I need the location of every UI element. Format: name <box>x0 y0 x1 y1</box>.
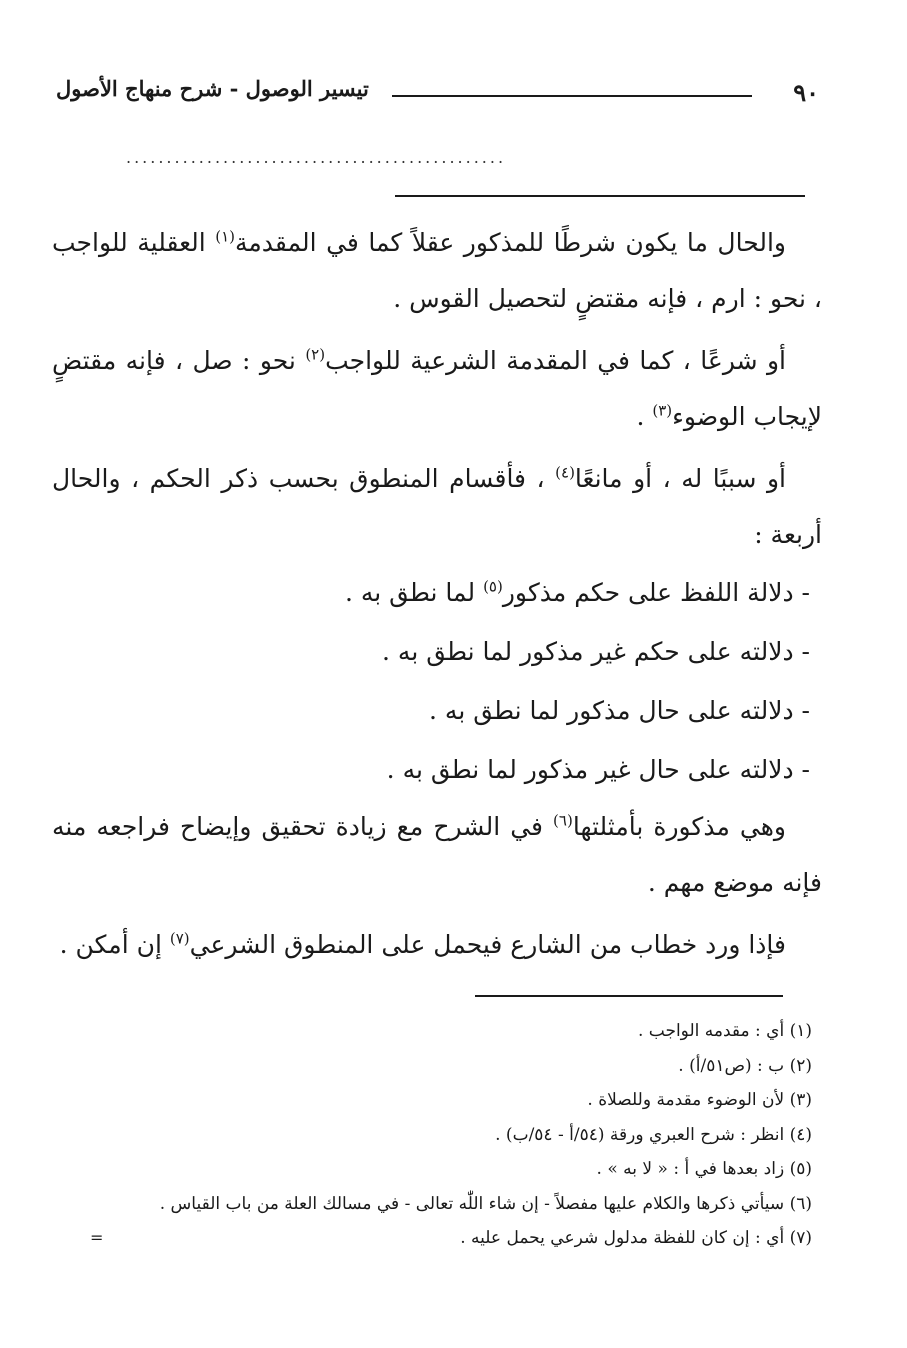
footnote: (٥) زاد بعدها في أ : « لا به » . <box>596 1159 812 1179</box>
footnote-ref: (١) <box>215 227 236 246</box>
footnote-ref: (٦) <box>553 811 573 830</box>
footnote-ref: (٧) <box>169 929 190 948</box>
footnotes <box>52 1014 812 1256</box>
footnote: (٢) ب : (ص٥١/أ) . <box>678 1055 812 1076</box>
paragraph-2: أو شرعًا ، كما في المقدمة الشرعية للواجب$^{(٢)}$ نحو : صل ، فإنه مقتضٍ لإيجاب الوضوء$^{(٣)}$ . <box>52 345 822 431</box>
continuation-mark: = <box>90 1228 104 1247</box>
list-item: - دلالة اللفظ على حكم مذكور$^{(٥)}$ لما نطق به . <box>344 577 810 607</box>
paragraph-4: وهي مذكورة بأمثلتها$^{(٦)}$ في الشرح مع زيادة تحقيق وإيضاح فراجعه منه فإنه موضع مهم . <box>52 811 822 897</box>
footnote: (٧) أي : إن كان للفظة مدلول شرعي يحمل عليه . <box>460 1228 812 1248</box>
footnote-ref: (٣) <box>652 401 673 420</box>
footnote-ref: (٥) <box>483 577 503 596</box>
page-number: ٩٠ <box>793 78 819 107</box>
header-rule <box>392 95 752 97</box>
footnote: (١) أي : مقدمه الواجب . <box>637 1021 812 1041</box>
footnote-rule <box>475 995 783 997</box>
footnote-ref: (٢) <box>305 345 326 364</box>
running-title: تيسير الوصول - شرح منهاج الأصول <box>56 76 369 101</box>
footnote-ref: (٤) <box>555 463 575 482</box>
footnote: (٦) سيأتي ذكرها والكلام عليها مفصلاً - إن شاء اللّٰه تعالى - في مسالك العلة من باب القياس . <box>159 1193 812 1214</box>
list-item: - دلالته على حكم غير مذكور لما نطق به . <box>382 637 810 666</box>
footnote: (٣) لأن الوضوء مقدمة وللصلاة . <box>587 1090 812 1110</box>
list-item: - دلالته على حال غير مذكور لما نطق به . <box>386 755 810 784</box>
main-text <box>52 215 822 973</box>
footnote: (٤) انظر : شرح العبري ورقة (٥٤/أ - ٥٤/ب) . <box>495 1124 812 1145</box>
list-item: - دلالته على حال مذكور لما نطق به . <box>429 696 810 725</box>
top-rule <box>395 195 805 197</box>
separator-dots: ............................................... <box>126 148 507 167</box>
paragraph-3: أو سببًا له ، أو مانعًا$^{(٤)}$ ، فأقسام المنطوق بحسب ذكر الحكم ، والحال أربعة : <box>52 463 822 549</box>
paragraph-5: فإذا ورد خطاب من الشارع فيحمل على المنطوق الشرعي$^{(٧)}$ إن أمكن . <box>59 929 786 959</box>
paragraph-1: والحال ما يكون شرطًا للمذكور عقلاً كما في المقدمة$^{(١)}$ العقلية للواجب ، نحو : ارم ، فإنه مقتضٍ لتحصيل القوس . <box>52 227 822 313</box>
